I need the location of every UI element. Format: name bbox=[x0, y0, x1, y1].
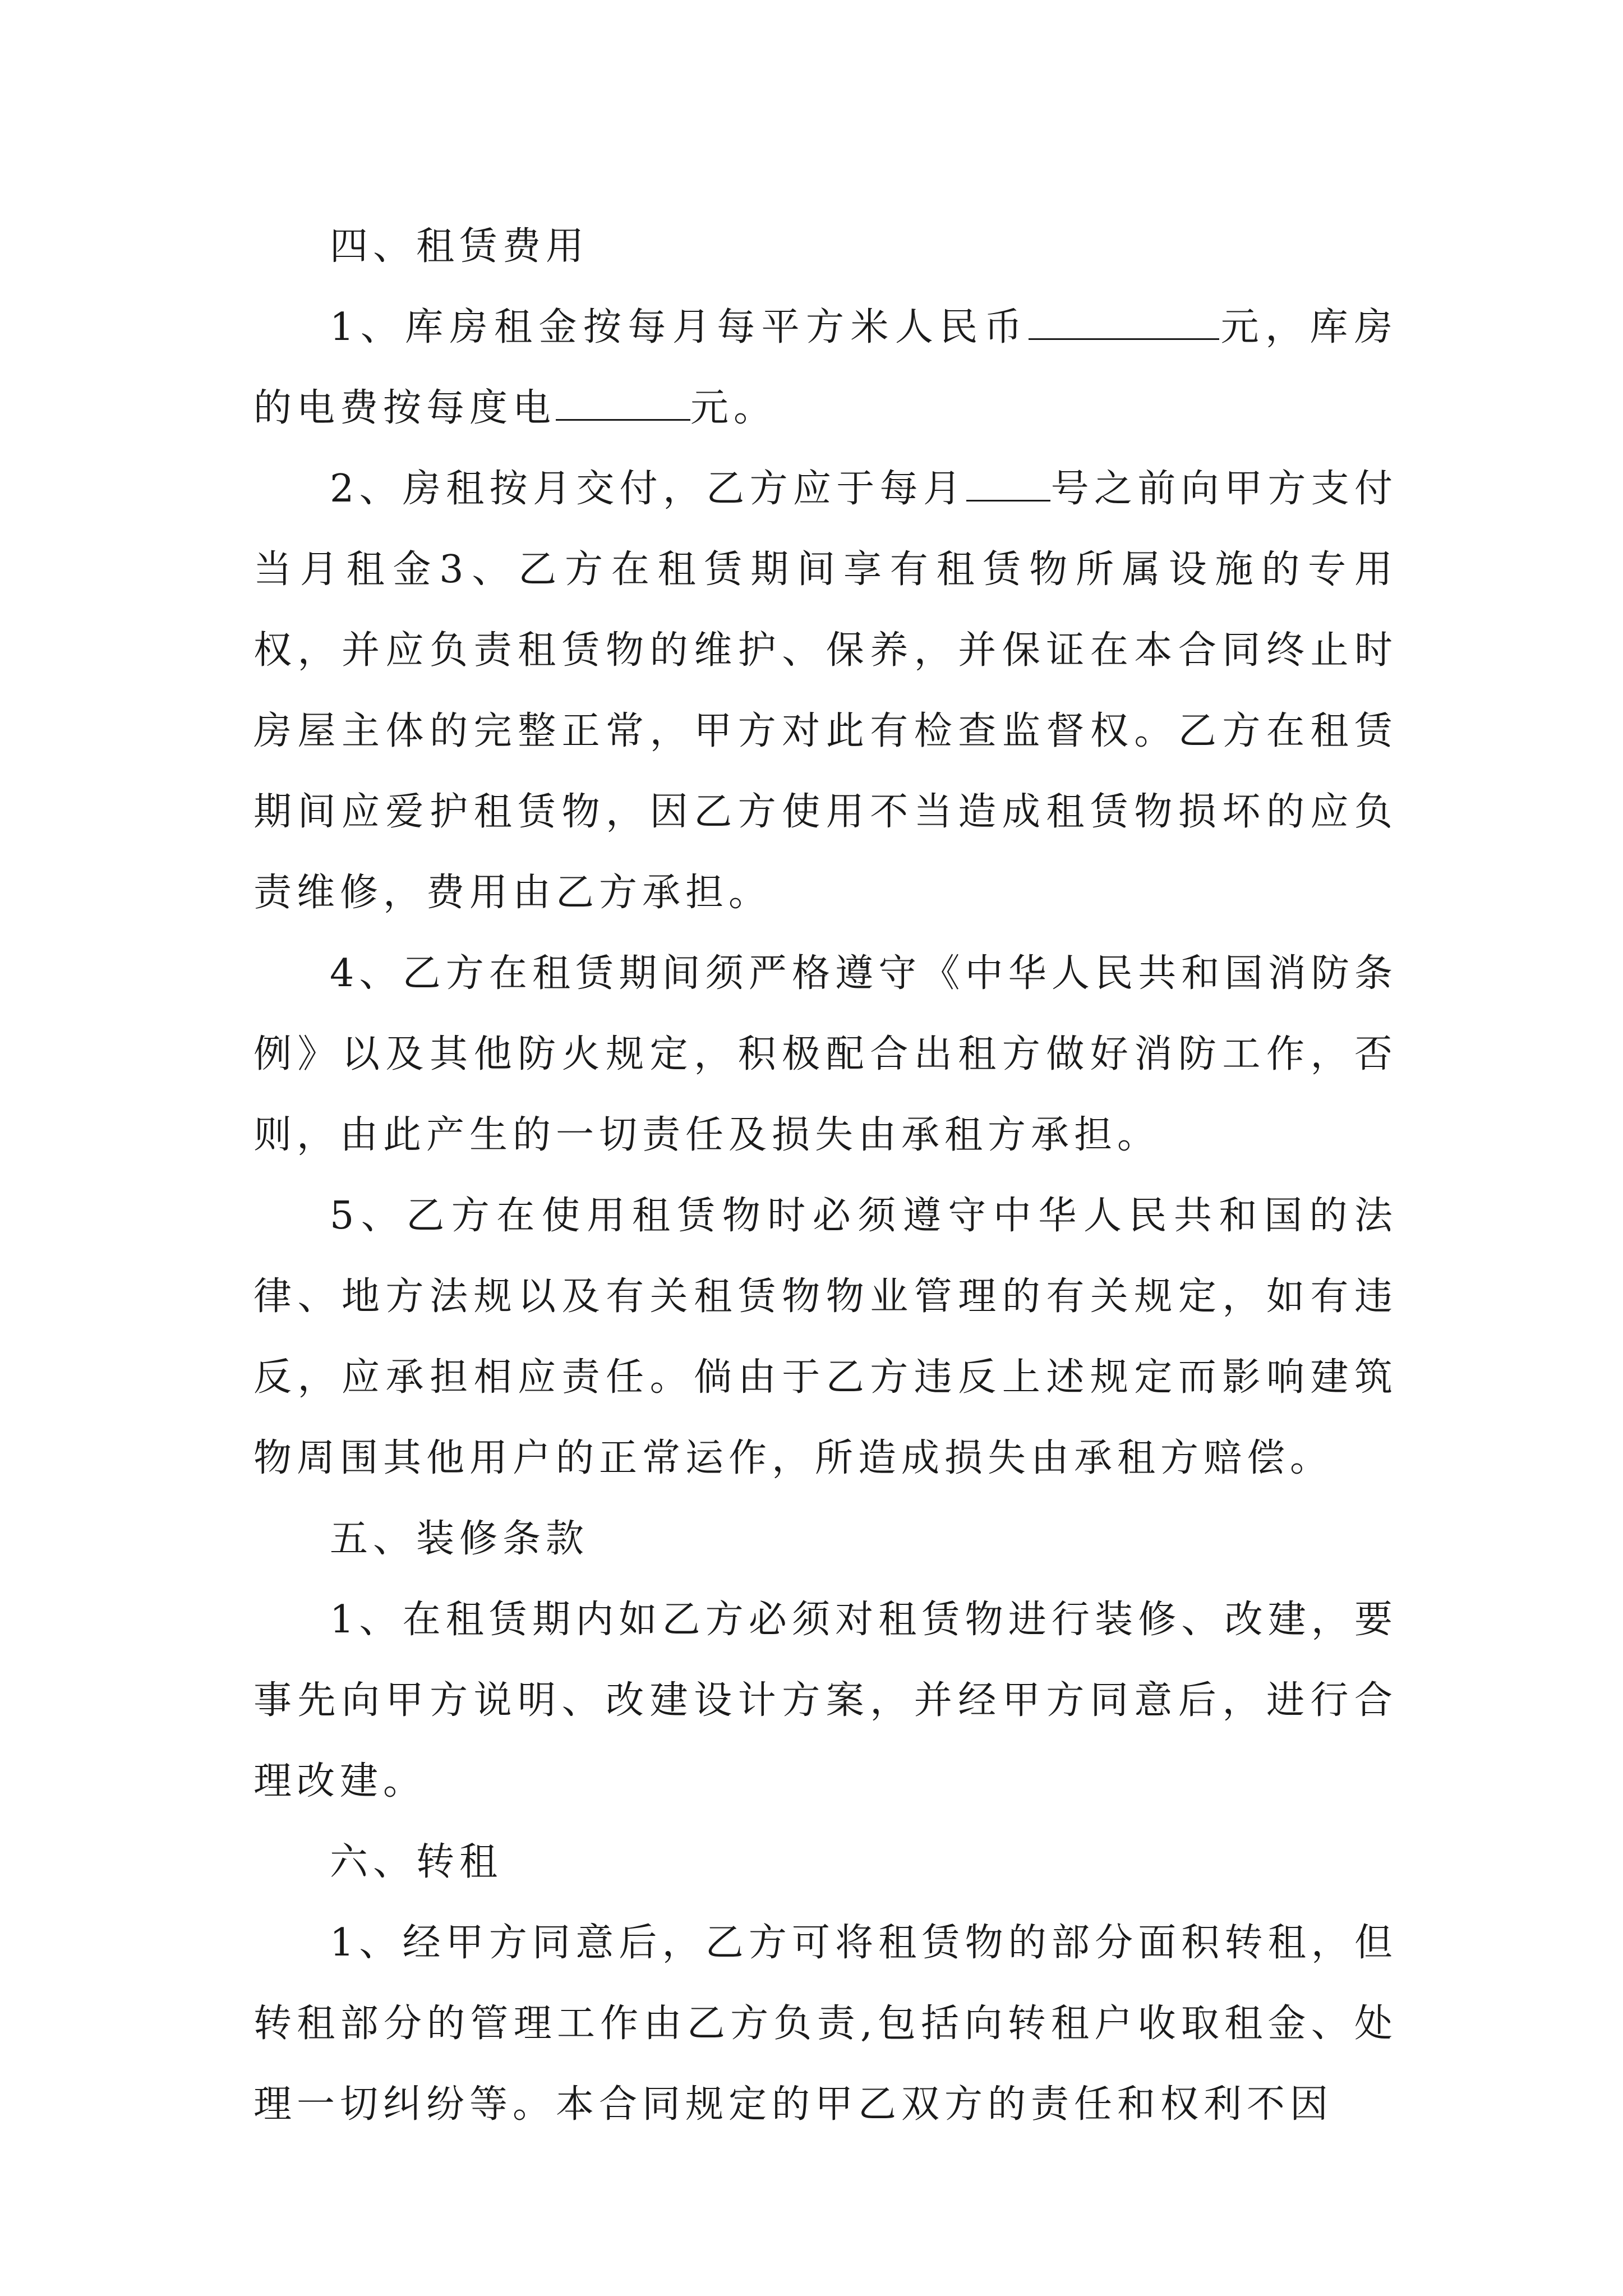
payment-day-blank bbox=[966, 466, 1050, 501]
section-heading-sublease: 六、转租 bbox=[330, 1840, 503, 1884]
section-heading-rental-fees: 四、租赁费用 bbox=[330, 224, 589, 269]
payment-terms-text-1: 2、房租按月交付，乙方应于每月 bbox=[330, 467, 967, 511]
payment-terms-text-2: 号之前向甲方支付当月租金3、乙方在租赁期间享有租赁物所属设施的专用权，并应负责租赁物的维护、保养，并保证在本合同终止时房屋主体的完整正常，甲方对此有检查监督权。乙方在租赁期间应爱护租赁物，因乙方使用不当造成租赁物损坏的应负责维修，费用由乙方承担。 bbox=[253, 467, 1398, 915]
rent-rate-text-3: 元。 bbox=[690, 386, 777, 430]
electricity-rate-blank bbox=[556, 385, 690, 421]
paragraph-legal-compliance: 5、乙方在使用租赁物时必须遵守中华人民共和国的法律、地方法规以及有关租赁物物业管理的有关规定，如有违反，应承担相应责任。倘由于乙方违反上述规定而影响建筑物周围其他用户的正常运作，所造成损失由承租方赔偿。 bbox=[253, 1194, 1398, 1480]
paragraph-payment-terms bbox=[253, 449, 1398, 933]
section-heading-renovation: 五、装修条款 bbox=[330, 1517, 589, 1561]
rent-rate-text-2: 元，库房的电费按每度电 bbox=[253, 305, 1398, 430]
paragraph-renovation: 1、在租赁期内如乙方必须对租赁物进行装修、改建，要事先向甲方说明、改建设计方案，并经甲方同意后，进行合理改建。 bbox=[253, 1598, 1398, 1803]
paragraph-fire-regulations: 4、乙方在租赁期间须严格遵守《中华人民共和国消防条例》以及其他防火规定，积极配合出租方做好消防工作，否则，由此产生的一切责任及损失由承租方承担。 bbox=[253, 951, 1398, 1157]
document-body bbox=[253, 206, 1398, 2145]
rent-rate-text-1: 1、库房租金按每月每平方米人民币 bbox=[330, 305, 1029, 349]
paragraph-sublease: 1、经甲方同意后，乙方可将租赁物的部分面积转租，但转租部分的管理工作由乙方负责,包括向转租户收取租金、处理一切纠纷等。本合同规定的甲乙双方的责任和权利不因 bbox=[253, 1921, 1398, 2127]
paragraph-rent-rate bbox=[253, 287, 1398, 449]
rent-per-sqm-blank bbox=[1029, 304, 1219, 340]
